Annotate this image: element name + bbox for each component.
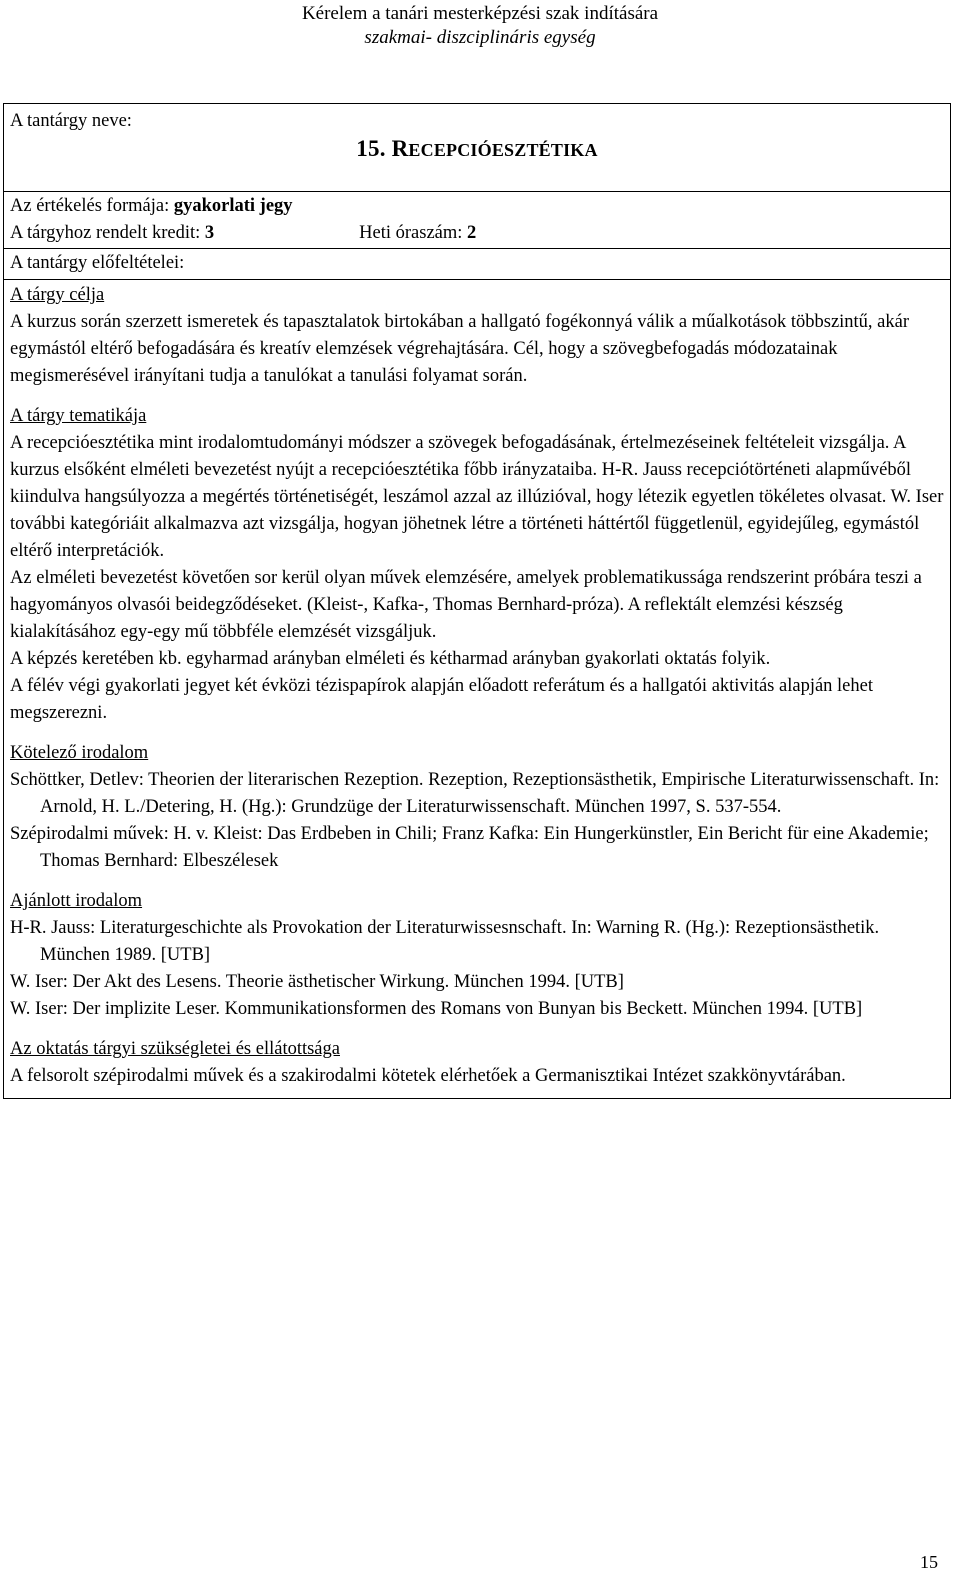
topics-paragraph-2: Az elméleti bevezetést követően sor kerül olyan művek elemzésére, amelyek problematikussága rendszerint próbára teszi a hagyományos olvasói beidegződéseket. (Kleist-, Kafka-, Thomas Bernhard-próza). A reflektált elemzési készség kialakításához egy-egy mű többféle elemzését vizsgáljuk. [10, 568, 922, 642]
evaluation-form [10, 193, 944, 220]
needs-text: A felsorolt szépirodalmi művek és a szakirodalmi kötetek elérhetőek a Germanisztikai Intézet szakkönyvtárában. [10, 1066, 846, 1086]
weekly-hours-value: 2 [467, 223, 477, 243]
document-header [0, 2, 960, 50]
prerequisites-label: A tantárgy előfeltételei: [10, 253, 185, 273]
weekly-hours [359, 220, 476, 247]
header-title: Kérelem a tanári mesterképzési szak indítására [301, 3, 659, 24]
evaluation-form-value: gyakorlati jegy [173, 196, 293, 216]
goal-heading: A tárgy célja [10, 285, 105, 305]
recommended-reading-item: W. Iser: Der Akt des Lesens. Theorie ästhetischer Wirkung. München 1994. [UTB] [10, 972, 624, 992]
recommended-reading-heading: Ajánlott irodalom [10, 891, 143, 911]
subject-name-label: A tantárgy neve: [10, 111, 132, 131]
subject-name-row [4, 104, 950, 192]
recommended-reading-item: W. Iser: Der implizite Leser. Kommunikationsformen des Romans von Bunyan bis Beckett. München 1994. [UTB] [10, 999, 863, 1019]
required-reading-item: Schöttker, Detlev: Theorien der literarischen Rezeption. Rezeption, Rezeptionsästhetik, Empirische Literaturwissenschaft. In: Arnold, H. L./Detering, H. (Hg.): Grundzüge der Literaturwissenschaft. München 1997, S. 537-554. [10, 770, 940, 817]
header-subtitle: szakmai- diszciplináris egység [364, 27, 596, 48]
prerequisites-row [4, 249, 950, 280]
topics-paragraph-1: A recepcióesztétika mint irodalomtudományi módszer a szövegek befogadásának, értelmezéseinek feltételeit vizsgálja. A kurzus elsőként elméleti bevezetést nyújt a recepcióesztétika főbb irányzataiba. H-R. Jauss recepciótörténeti alapművéből kiindulva hangsúlyozza a megértés történetiségét, leszámol azzal az illúzióval, hogy létezik egyetlen tökéletes olvasat. W. Iser további kategóriáit alkalmazva azt vizsgálja, hogyan jöhetnek létre a történeti háttértől függetlenül, egyidejűleg, egymástól eltérő interpretációk. [10, 433, 944, 561]
credit-value: 3 [204, 223, 215, 243]
needs-heading: Az oktatás tárgyi szükségletei és ellátottsága [10, 1039, 340, 1059]
course-description [4, 280, 950, 1098]
page-number: 15 [920, 1552, 938, 1572]
recommended-reading-item: H-R. Jauss: Literaturgeschichte als Provokation der Literaturwissesnschaft. In: Warning R. (Hg.): Rezeptionsästhetik. München 1989. [UTB] [10, 918, 880, 965]
required-reading-heading: Kötelező irodalom [10, 743, 149, 763]
required-reading-item: Szépirodalmi művek: H. v. Kleist: Das Erdbeben in Chili; Franz Kafka: Ein Hungerkünstler, Ein Bericht für eine Akademie; Thomas Bernhard: Elbeszélesek [10, 824, 929, 871]
credit-hours-line [10, 220, 944, 247]
subject-title-initial: R [391, 136, 409, 161]
credit [10, 220, 214, 247]
subject-title-number: 15. [356, 136, 392, 161]
topics-heading: A tárgy tematikája [10, 406, 147, 426]
course-table [3, 103, 951, 1099]
weekly-hours-label: Heti óraszám: [359, 223, 468, 243]
subject-title-rest: ECEPCIÓESZTÉTIKA [408, 140, 598, 160]
evaluation-form-label: Az értékelés formája: [10, 196, 174, 216]
credit-label: A tárgyhoz rendelt kredit: [10, 223, 205, 243]
subject-title [4, 135, 950, 164]
evaluation-row [4, 192, 950, 249]
topics-paragraph-3: A képzés keretében kb. egyharmad arányban elméleti és kétharmad arányban gyakorlati oktatás folyik. [10, 649, 771, 669]
goal-text: A kurzus során szerzett ismeretek és tapasztalatok birtokában a hallgató fogékonnyá válik a műalkotások többszintű, akár egymástól eltérő befogadására és kreatív elemzések végrehajtására. Cél, hogy a szövegbefogadás módozatainak megismerésével irányítani tudja a tanulókat a tanulási folyamat során. [10, 312, 910, 386]
topics-paragraph-4: A félév végi gyakorlati jegyet két évközi tézispapírok alapján előadott referátum és a hallgatói aktivitás alapján lehet megszerezni. [10, 676, 873, 723]
